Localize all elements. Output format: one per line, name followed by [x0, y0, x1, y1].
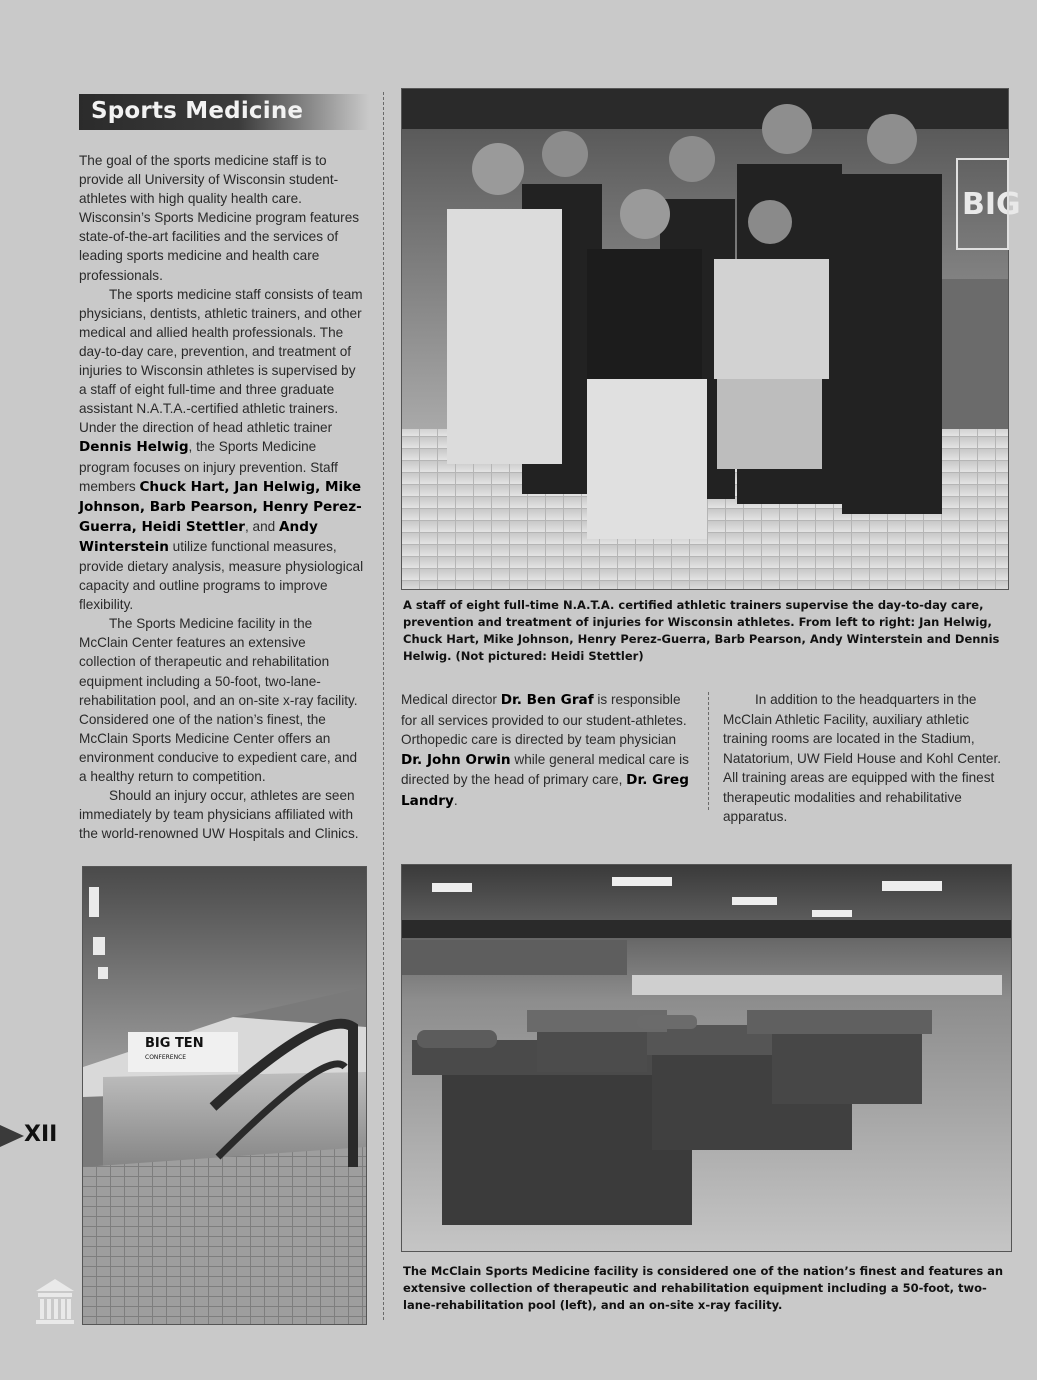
section-title: Sports Medicine [91, 98, 304, 124]
body-column [79, 151, 365, 843]
head-trainer-name: Dennis Helwig [79, 439, 189, 456]
section-header [79, 94, 369, 130]
training-room-photo [401, 864, 1012, 1252]
pool-photo [82, 866, 367, 1325]
facility-paragraph: The Sports Medicine facility in the McClain Center features an extensive collection of therapeutic and rehabilitation equipment including a 50-foot, two-lane-rehabilitation pool, and an on-site x-ray facility. Considered one of the nation’s finest, the McClain Sports Medicine Center offers an environment conducive to expedient care, and a healthy return to competition. [79, 616, 358, 784]
staff-photo-caption: A staff of eight full-time N.A.T.A. certified athletic trainers supervise the day-to-day care, prevention and treatment of injuries for Wisconsin athletes. From left to right: Jan Helwig, Chuck Hart, Mike Johnson, Henry Perez-Guerra, Barb Pearson, Andy Winterstein and Dennis Helwig. (Not pictured: Heidi Stettler) [403, 598, 1000, 663]
staff-names: Chuck Hart, Jan Helwig, Mike Johnson, Barb Pearson, Henry Perez-Guerra, Heidi Stettler [79, 478, 362, 535]
auxiliary-text: In addition to the headquarters in the McClain Athletic Facility, auxiliary athletic training rooms are located in the Stadium, Natatorium, UW Field House and Kohl Center. All training areas are equipped with the finest therapeutic modalities and rehabilitative apparatus. [723, 692, 1002, 824]
svg-text:BIG: BIG [962, 187, 1021, 222]
text-divider [708, 692, 709, 810]
intro-paragraph: The goal of the sports medicine staff is to provide all University of Wisconsin student-athletes with high quality health care. Wisconsin’s Sports Medicine program features state-of-the-art facilities and the services of leading sports medicine and health care professionals. [79, 153, 360, 283]
page-number-text: XII [24, 1122, 58, 1147]
pool-sign-text: BIG TEN [145, 1036, 204, 1051]
dr-john-orwin: Dr. John Orwin [401, 751, 511, 768]
building-logo-icon [34, 1277, 76, 1325]
facility-photo-caption: The McClain Sports Medicine facility is considered one of the nation’s finest and features an extensive collection of therapeutic and rehabilitation equipment including a 50-foot, two-lane-rehabilitation pool (left), and an on-site x-ray facility. [403, 1264, 1004, 1312]
svg-text:CONFERENCE: CONFERENCE [145, 1054, 187, 1061]
page-number [0, 1122, 60, 1152]
dr-ben-graf: Dr. Ben Graf [500, 692, 594, 708]
staff-group-photo [401, 88, 1021, 590]
page-arrow-icon [0, 1125, 24, 1147]
column-divider [383, 92, 384, 1320]
medical-director-text: Medical director Dr. Ben Graf is responsible for all services provided to our student-athletes. Orthopedic care is directed by team physician Dr. John Orwin while general medical care is directed by the head of primary care, Dr. Greg Landry. [401, 692, 689, 809]
dr-greg-landry: Dr. Greg Landry [401, 772, 689, 809]
injury-paragraph: Should an injury occur, athletes are seen immediately by team physicians affiliated with the world-renowned UW Hospitals and Clinics. [79, 788, 359, 842]
staff-last-name: Andy Winterstein [79, 518, 318, 555]
staff-paragraph: The sports medicine staff consists of team physicians, dentists, athletic trainers, and other medical and allied health professionals. The day-to-day care, prevention, and treatment of injuries to Wisconsin athletes is supervised by a staff of eight full-time and three graduate assistant N.A.T.A.-certified athletic trainers. Under the direction of head athletic trainer Dennis Helwig, the Sports Medicine program focuses on injury prevention. Staff members Chuck Hart, Jan Helwig, Mike Johnson, Barb Pearson, Henry Perez-Guerra, Heidi Stettler, and Andy Winterstein utilize functional measures, provide dietary analysis, measure physiological capacity and outline programs to improve flexibility. [79, 286, 364, 613]
